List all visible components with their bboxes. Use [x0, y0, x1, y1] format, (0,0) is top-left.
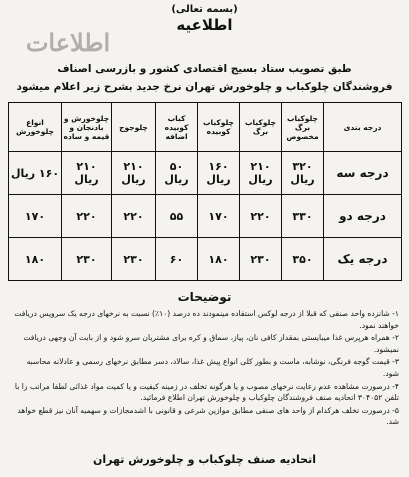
price-cell: ۵۰ ریال: [156, 152, 198, 195]
note-item: ۱- شانزده واحد صنفی که قبلا از درجه لوکس استفاده مینمودند ده درصد (۱۰٪) نسبت به نرخهای درجه یک سرویس دریافت خواهند نمود.: [14, 309, 399, 330]
header-barg: چلوکباب برگ: [240, 103, 282, 152]
intro-line-2: فروشندگان چلوکباب و چلوخورش تهران نرخ جدید بشرح زیر اعلام میشود: [16, 81, 393, 93]
price-cell: ۲۲۰: [62, 195, 112, 238]
price-cell: ۱۷۰: [9, 195, 62, 238]
price-cell: ۲۲۰: [112, 195, 156, 238]
header-special-barg: چلوکباب برگ مخصوص: [282, 103, 324, 152]
price-cell: ۳۲۰ ریال: [282, 152, 324, 195]
note-item: ۲- همراه هرپرس غذا میبایستی بمقدار کافی نان، پیاز، سماق و کره برای مشتریان سرو شود و از بابت آن وجهی دریافت نمیشود.: [23, 333, 399, 354]
price-cell: ۱۷۰: [198, 195, 240, 238]
table-row: [9, 152, 402, 195]
price-cell: ۳۵۰: [282, 238, 324, 281]
union-signature: اتحادیه صنف چلوکباب و چلوخورش تهران: [92, 453, 317, 466]
grade-cell: درجه سه: [324, 152, 402, 195]
price-cell: ۲۳۰: [112, 238, 156, 281]
basmala: (بسمه تعالی): [171, 4, 238, 15]
price-cell: ۵۵: [156, 195, 198, 238]
header-extra-koobideh: کباب کوبیده اضافه: [156, 103, 198, 152]
notes-title: توضیحات: [177, 290, 232, 304]
note-item: ۳- قیمت گوجه فرنگی، نوشابه، ماست و بطور کلی انواع پیش غذا، سالاد، دسر مطابق نرخهای رسمی و عادلانه محاسبه شود.: [26, 357, 399, 378]
intro-line-1: طبق تصویب ستاد بسیج اقتصادی کشور و بازرسی اصناف: [57, 63, 352, 75]
table-row: [9, 238, 402, 281]
price-cell: ۱۶۰ ریال: [198, 152, 240, 195]
price-cell: ۲۲۰: [240, 195, 282, 238]
price-cell: ۶۰: [156, 238, 198, 281]
header-khoresh-simple: چلوخورش و بادنجان و قیمه و ساده: [62, 103, 112, 152]
grade-cell: درجه دو: [324, 195, 402, 238]
table-row: [9, 195, 402, 238]
header-koobideh: چلوکباب کوبیده: [198, 103, 240, 152]
price-cell: ۳۳۰: [282, 195, 324, 238]
newspaper-masthead: اطلاعات: [25, 28, 111, 57]
price-cell: ۲۳۰: [240, 238, 282, 281]
notes-list: [10, 308, 399, 429]
price-cell: ۱۸۰: [9, 238, 62, 281]
header-grade: درجه بندی: [324, 103, 402, 152]
grade-cell: درجه یک: [324, 238, 402, 281]
note-item: ۵- درصورت تخلف هرکدام از واحد های صنفی مطابق موازین شرعی و قانونی با اشدمجازات و سهمیه آنان نیز قطع خواهد شد.: [17, 405, 399, 427]
price-cell: ۱۸۰: [198, 238, 240, 281]
price-cell: ۱۶۰ ریال: [9, 152, 62, 195]
price-cell: ۲۱۰ ریال: [62, 152, 112, 195]
price-cell: ۲۳۰: [62, 238, 112, 281]
table-header-row: [9, 103, 402, 152]
notice-title: اطلاعیه: [176, 16, 233, 34]
note-item: ۴- درصورت مشاهده عدم رعایت نرخهای مصوب و یا هرگونه تخلف در زمینه کیفیت و یا کمیت مواد غذائی لطفا مراتب را با تلفن ۳۰۴۰۵۲ اتحادیه صنف فروشندگان چلوکباب و چلوخورش تهران اطلاع فرمائید.: [14, 381, 399, 403]
header-joojeh: چلوجوج: [112, 103, 156, 152]
header-khoresh-all: انواع چلوخورش: [9, 103, 62, 152]
price-cell: ۲۱۰ ریال: [112, 152, 156, 195]
price-cell: ۲۱۰ ریال: [240, 152, 282, 195]
price-table: [8, 102, 402, 281]
